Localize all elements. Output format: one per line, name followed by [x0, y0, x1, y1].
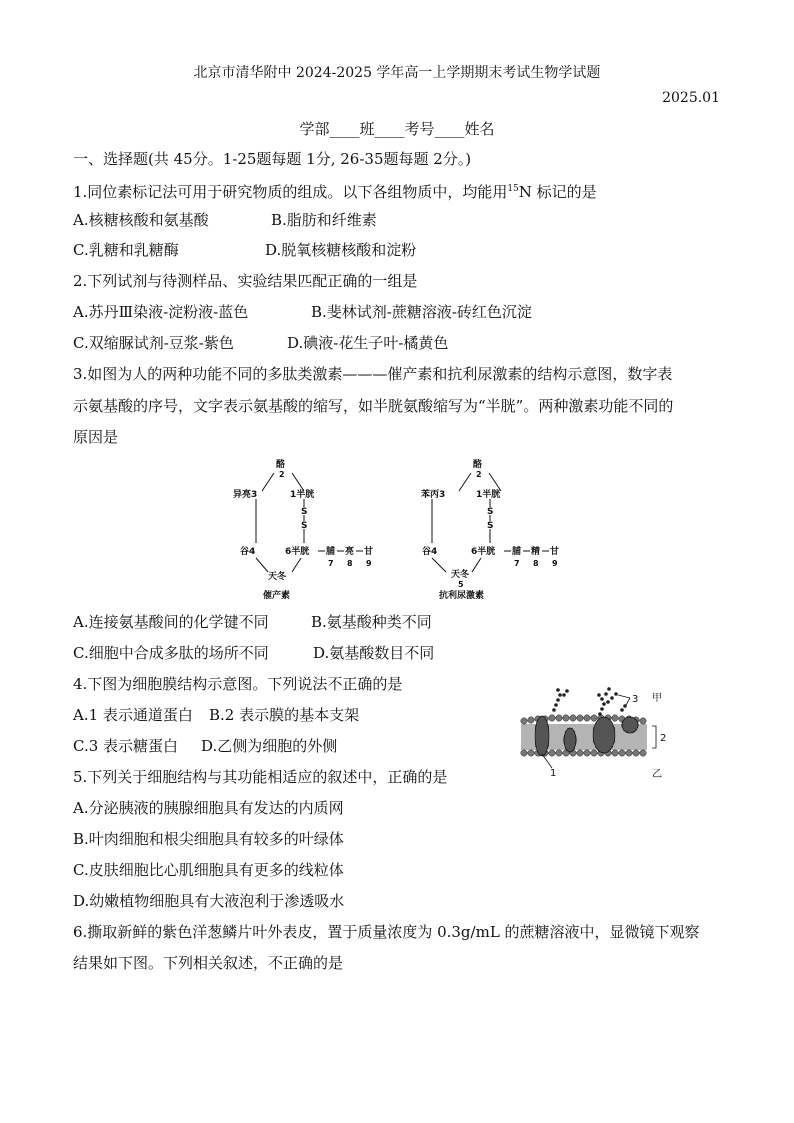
oxytocin-asn: 天冬 — [268, 572, 287, 582]
q1-isotope-superscript: 15 — [507, 184, 519, 194]
question-4-stem: 4.下图为细胞膜结构示意图。下列说法不正确的是 — [73, 675, 403, 693]
oxytocin-pro: 脯 — [326, 547, 336, 557]
q3-options-row2 — [73, 643, 434, 663]
hormone-structure-figure — [228, 455, 568, 605]
q1-stem-suffix: N 标记的是 — [518, 183, 597, 201]
adh-n9: 9 — [552, 559, 558, 568]
oxytocin-ile3: 异亮3 — [233, 490, 258, 500]
oxytocin-leu: 亮 — [345, 547, 355, 557]
adh-phe3: 苯丙3 — [421, 490, 446, 500]
adh-tyr: 酪 — [473, 460, 483, 470]
adh-pro: 脯 — [512, 547, 522, 557]
oxytocin-s1: S — [301, 507, 308, 517]
membrane-label-3: 3 — [632, 694, 639, 705]
membrane-label-1: 1 — [550, 768, 557, 779]
question-6-stem-line1: 6.撕取新鲜的紫色洋葱鳞片叶外表皮，置于质量浓度为 0.3g/mL 的蔗糖溶液中，显微镜下观察 — [73, 923, 700, 941]
q3-option-b: B.氨基酸种类不同 — [311, 613, 432, 631]
q1-option-d: D.脱氧核糖核酸和淀粉 — [265, 241, 417, 259]
cell-membrane-figure — [512, 680, 712, 780]
q2-option-c: C.双缩脲试剂-豆浆-紫色 — [73, 334, 234, 352]
q1-option-a: A.核糖核酸和氨基酸 — [73, 211, 209, 229]
q5-option-c: C.皮肤细胞比心肌细胞具有更多的线粒体 — [73, 861, 344, 879]
q1-option-b: B.脂肪和纤维素 — [271, 211, 377, 229]
q5-option-a: A.分泌胰液的胰腺细胞具有发达的内质网 — [73, 799, 344, 817]
q2-option-b: B.斐林试剂-蔗糖溶液-砖红色沉淀 — [311, 303, 532, 321]
oxytocin-n2: 2 — [279, 470, 285, 479]
q1-stem-text: 1.同位素标记法可用于研究物质的组成。以下各组物质中，均能用 — [73, 183, 508, 201]
exam-date: 2025.01 — [662, 90, 720, 106]
q2-options-row2 — [73, 333, 448, 353]
q4-option-b: B.2 表示膜的基本支架 — [209, 706, 360, 724]
oxytocin-n8: 8 — [347, 559, 353, 568]
adh-asn: 天冬 — [451, 570, 470, 580]
q4-options-row2 — [73, 736, 337, 756]
q5-option-b: B.叶肉细胞和根尖细胞具有较多的叶绿体 — [73, 830, 344, 848]
membrane-label-yi: 乙 — [652, 769, 662, 780]
adh-cys6: 6半胱 — [471, 547, 496, 557]
q3-option-d: D.氨基酸数目不同 — [313, 644, 435, 662]
q1-options-row1 — [73, 210, 377, 230]
q4-option-d: D.乙侧为细胞的外侧 — [201, 737, 338, 755]
q3-option-c: C.细胞中合成多肽的场所不同 — [73, 644, 269, 662]
adh-s1: S — [487, 507, 494, 517]
oxytocin-gly: 甘 — [364, 547, 374, 557]
q2-option-d: D.碘液-花生子叶-橘黄色 — [287, 334, 449, 352]
q2-option-a: A.苏丹Ⅲ染液-淀粉液-蓝色 — [73, 303, 249, 321]
oxytocin-n7: 7 — [328, 559, 334, 568]
adh-glu4: 谷4 — [422, 547, 438, 557]
oxytocin-s2: S — [301, 521, 308, 531]
question-3-stem-line1: 3.如图为人的两种功能不同的多肽类激素———催产素和抗利尿激素的结构示意图，数字表 — [73, 365, 673, 383]
q2-options-row1 — [73, 302, 532, 322]
question-2-stem: 2.下列试剂与待测样品、实验结果匹配正确的一组是 — [73, 272, 418, 290]
q4-options-row1 — [73, 705, 359, 725]
adh-n7: 7 — [514, 559, 520, 568]
question-5-stem: 5.下列关于细胞结构与其功能相适应的叙述中，正确的是 — [73, 768, 448, 786]
membrane-label-jia: 甲 — [652, 693, 662, 704]
q3-options-row1 — [73, 612, 432, 632]
q5-option-d: D.幼嫩植物细胞具有大液泡利于渗透吸水 — [73, 892, 345, 910]
q3-option-a: A.连接氨基酸间的化学键不同 — [73, 613, 269, 631]
q1-options-row2 — [73, 240, 416, 260]
oxytocin-tyr: 酪 — [276, 460, 286, 470]
student-info-line: 学部____班____考号____姓名 — [299, 120, 495, 138]
adh-n5: 5 — [458, 580, 464, 589]
adh-gly: 甘 — [550, 547, 560, 557]
q4-option-a: A.1 表示通道蛋白 — [73, 706, 193, 724]
exam-title: 北京市清华附中 2024-2025 学年高一上学期期末考试生物学试题 — [193, 65, 601, 81]
adh-caption: 抗利尿激素 — [439, 591, 485, 601]
oxytocin-cys1: 1半胱 — [290, 490, 315, 500]
adh-n8: 8 — [533, 559, 539, 568]
question-3-stem-line2: 示氨基酸的序号，文字表示氨基酸的缩写，如半胱氨酸缩写为“半胱”。两种激素功能不同的 — [73, 397, 674, 415]
question-3-stem-line3: 原因是 — [73, 428, 119, 446]
membrane-label-2: 2 — [660, 733, 667, 744]
section-heading: 一、选择题(共 45分。1-25题每题 1分, 26-35题每题 2分。) — [73, 150, 472, 168]
question-6-stem-line2: 结果如下图。下列相关叙述，不正确的是 — [73, 954, 344, 972]
adh-arg: 精 — [531, 547, 541, 557]
adh-s2: S — [487, 521, 494, 531]
oxytocin-glu4: 谷4 — [240, 547, 256, 557]
oxytocin-n9: 9 — [366, 559, 372, 568]
oxytocin-caption: 催产素 — [263, 591, 291, 601]
question-1-stem — [73, 179, 597, 202]
q1-option-c: C.乳糖和乳糖酶 — [73, 241, 179, 259]
oxytocin-cys6: 6半胱 — [285, 547, 310, 557]
q4-option-c: C.3 表示糖蛋白 — [73, 737, 179, 755]
adh-n2: 2 — [476, 470, 482, 479]
adh-cys1: 1半胱 — [476, 490, 501, 500]
